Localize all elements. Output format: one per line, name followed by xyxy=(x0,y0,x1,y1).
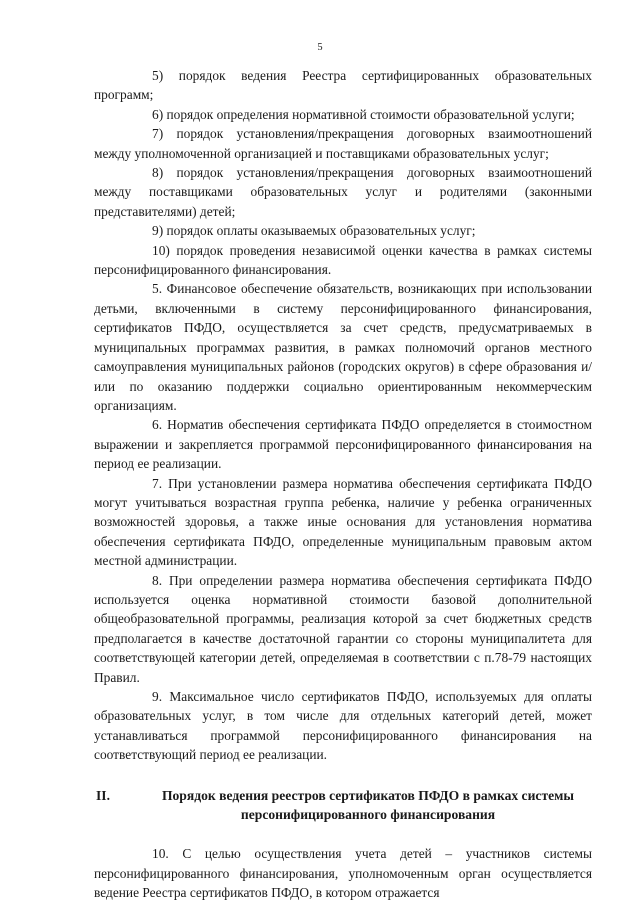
paragraph: 10. С целью осуществления учета детей – участников системы персонифицированного финансирования, уполномоченным орган осуществляется ведение Реестра сертификатов ПФДО, в котором отражается xyxy=(94,846,592,901)
paragraph: 9. Максимальное число сертификатов ПФДО, используемых для оплаты образовательных услуг, в том числе для отдельных категорий детей, может устанавливаться программой персонифицированного финансирования на соответствующий период ее реализации. xyxy=(94,689,592,763)
section-title: Порядок ведения реестров сертификатов ПФДО в рамках системы персонифицированного финансирования xyxy=(161,787,575,823)
paragraph: 9) порядок оплаты оказываемых образовательных услуг; xyxy=(152,223,476,239)
paragraph: 8. При определении размера норматива обеспечения сертификата ПФДО используется оценка нормативной стоимости базовой дополнительной общеобразовательной программы, реализация которой за счет бюджетных средств предполагается в качестве достаточной гарантии со стороны муниципалитета для соответствующей категории детей, определяемая в соответствии с п.78-79 настоящих Правил. xyxy=(94,572,592,685)
paragraph: 6) порядок определения нормативной стоимости образовательной услуги; xyxy=(152,106,575,122)
paragraph: 10) порядок проведения независимой оценки качества в рамках системы персонифицированного финансирования. xyxy=(94,242,592,278)
paragraph: 8) порядок установления/прекращения договорных взаимоотношений между поставщиками образовательных услуг и родителями (законными представителями) детей; xyxy=(94,165,592,219)
paragraph: 5. Финансовое обеспечение обязательств, возникающих при использовании детьми, включенными в систему персонифицированного финансирования, сертификатов ПФДО, осуществляется за счет средств, предусматриваемых в муниципальных программах развития, в рамках полномочий органов местного самоуправления муниципальных районов (городских округов) в сфере образования и/или по оказанию поддержки социально ориентированным некоммерческим организациям. xyxy=(94,281,592,413)
section-heading xyxy=(94,786,592,825)
paragraph: 7) порядок установления/прекращения договорных взаимоотношений между уполномоченной организацией и поставщиками образовательных услуг; xyxy=(94,126,592,161)
paragraph: 6. Норматив обеспечения сертификата ПФДО определяется в стоимостном выражении и закрепляется программой персонифицированного финансирования на период ее реализации. xyxy=(94,417,592,472)
paragraph: 5) порядок ведения Реестра сертифицированных образовательных программ; xyxy=(94,68,592,103)
document-body xyxy=(94,66,592,903)
section-number: II. xyxy=(96,787,110,803)
paragraph: 7. При установлении размера норматива обеспечения сертификата ПФДО могут учитываться возрастная группа ребенка, наличие у ребенка ограниченных возможностей здоровья, а также иные основания для установления норматива обеспечения сертификата ПФДО, определенные муниципальным правовым актом местной администрации. xyxy=(94,475,592,569)
page-number: 5 xyxy=(317,42,323,53)
